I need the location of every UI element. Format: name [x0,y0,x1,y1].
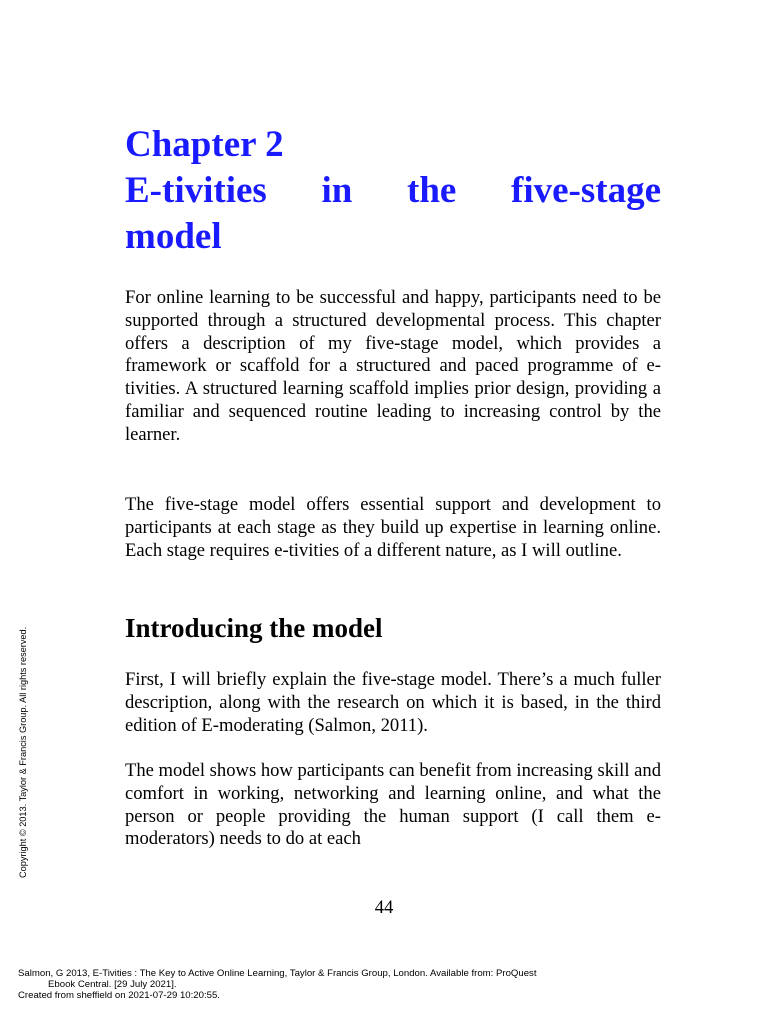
section-paragraph-1: First, I will briefly explain the five-stage model. There’s a much fuller description, along with the research on which it is based, in the third edition of E-moderating (Salmon, 2011). [125,669,661,736]
citation-line-3: Created from sheffield on 2021-07-29 10:20:55. [18,990,220,1001]
citation-line-2: Ebook Central. [29 July 2021]. [48,979,177,990]
section-heading: Introducing the model [125,613,383,643]
citation-footer [18,968,718,1001]
chapter-title-line-2: model [125,216,222,257]
section-paragraph-2: The model shows how participants can benefit from increasing skill and comfort in working, networking and learning online, and what the person or people providing the human support (I call them e-moderators) needs to do at each [125,760,661,850]
chapter-title-line-1: E-tivities in the five-stage [125,170,661,211]
copyright-notice: Copyright © 2013. Taylor & Francis Group. All rights reserved. [18,626,28,878]
citation-line-1: Salmon, G 2013, E-Tivities : The Key to Active Online Learning, Taylor & Francis Group, London. Available from: ProQuest [18,968,537,979]
intro-paragraph-2: The five-stage model offers essential support and development to participants at each stage as they build up expertise in learning online. Each stage requires e-tivities of a different nature, as I will outline. [125,494,661,561]
intro-paragraph-1: For online learning to be successful and happy, participants need to be supported through a structured developmental process. This chapter offers a description of my five-stage model, which provides a framework or scaffold for a structured and paced programme of e-tivities. A structured learning scaffold implies prior design, providing a familiar and sequenced routine leading to increasing control by the learner. [125,287,661,445]
chapter-heading [125,122,661,260]
page-number: 44 [374,897,394,918]
chapter-label: Chapter 2 [125,124,284,165]
